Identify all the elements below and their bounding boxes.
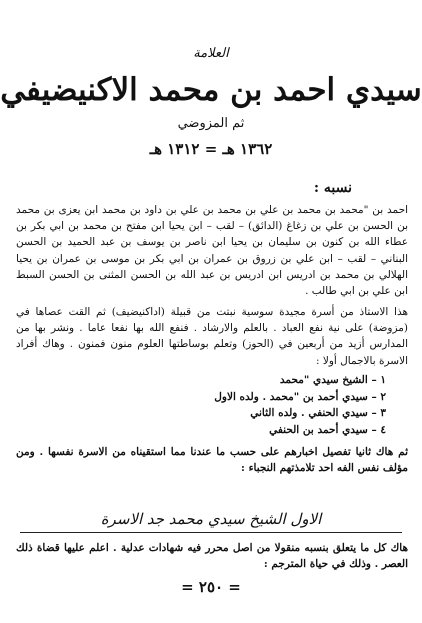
nasab-heading: نسبه : [313,180,352,196]
divider [20,532,402,533]
list-item: ٣ – سيدي الحنفي . ولده الثاني [250,407,386,419]
family-list [106,372,386,438]
details-paragraph: ثم هاك ثانيا تفصيل اخبارهم على حسب ما عندنا مما استقيناه من الاسرة نفسها . ومن مؤلف نفس الفه احد تلامذتهم النجباء : [16,446,408,475]
dates-line: ١٣٦٢ هـ = ١٣١٢ هـ [149,140,273,158]
page-title: سيدي احمد بن محمد الاكنيضيفي [0,72,422,108]
list-item: ٤ – سيدي أحمد بن الحنفي [269,423,386,436]
nisba-subtitle: ثم المزوضي [177,116,245,131]
intro-paragraph: هذا الاستاذ من أسرة مجيدة سوسية نبتت من قبيلة (اداكنيضيف) ثم القت عصاها في (مزوضة) على نية نفع العباد . بالعلم والارشاد . فنفع الله بها نفعا عاما . ونشر بها من المدارس أزيد من أربعين في (الحوز) وتعلم بوساطتها العلوم منون فمنون . وهاك أفراد الاسرة بالاجمال أولا : [16,306,408,367]
source-note-paragraph: هاك كل ما يتعلق بنسبه منقولا من اصل محرر فيه شهادات عدلية . اعلم عليها قضاة ذلك العصر . وذلك في حياة المترجم : [16,542,408,571]
list-item: ١ – الشيخ سيدي "محمد [279,374,386,386]
nasab-paragraph: احمد بن "محمد بن محمد بن علي بن محمد بن علي بن داود بن محمد ابن يعزى بن محمد بن الحسن بن علي بن زغاغ (الدائق) – لقب – ابن يحيا ابن مفتح بن محمد بن ابي بكر بن عطاء الله بن كنون بن سليمان بن يحيا ابن ناصر بن يوسف بن عبد الحميد بن الحسن البناني – لقب – ابن علي بن زروق بن عمران بن ابي بكر بن موسى بن عمران بن يحيا الهلالي بن محمد بن ادريس ابن ادريس بن عبد الله بن الحسن المثنى بن الحسن السبط ابن علي بن ابي طالب . [16,204,408,298]
honorific-title: العلامة [193,46,229,61]
section-signature-heading: الاول الشيخ سيدي محمد جد الاسرة [100,510,322,528]
page-number: = ٢٥٠ = [181,578,241,596]
list-item: ٢ – سيدي أحمد بن "محمد . ولده الاول [214,390,386,403]
